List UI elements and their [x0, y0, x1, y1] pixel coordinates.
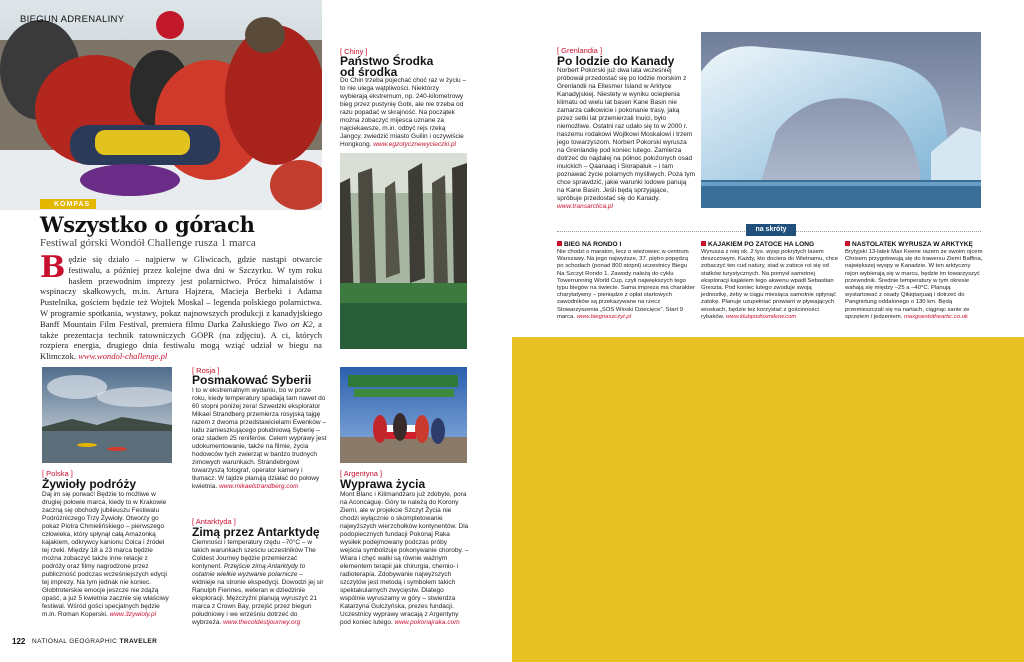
brief-text: Wyrusza z niej ok. 2 tys. wysp pokrytych lasem deszczowym. Każdy, kto dociera do Wietnamu, chce zobaczyć ten cud natury, stad w zatoce roi się od statków turystycznych. Na pomysł samotnej eksploracji kajakiem tego akwenu wpadł Sebastian Greszta. Pod koniec lutego zwoduje swoją jednostkę, żeby w ciągu miesiąca samotnie opłynąć zatokę. Planuje uzupełniać prowiant w pływających wioskach, będzie też korzystać z gościnności rybaków.: [701, 249, 839, 320]
story-quote-antarktyda: Przejście zimą Antarktydy to ostatnie wielkie wyzwanie polarnicze: [192, 563, 306, 578]
brief-link[interactable]: www.klubpodroznikow.com: [725, 313, 797, 320]
story-text-antarktyda: – widnieje na stronie ekspedycji. Dowodzi jej sir Ranulph Fiennes, weteran w dziedzinie eksploracji. Mężczyźni planują wyruszyć 21 marca z Crown Bay, przejść przez biegun południowy i we wrześniu dotrzeć do wybrzeża.: [192, 571, 324, 626]
story-text-rosja: I to w ekstremalnym wydaniu, bo w porze roku, kiedy temperatury spadają tam nawet do 60 stopni poniżej zera! Szwedzki eksplorator Mikael Strandberg przemierza rosyjską tajgę razem z dwoma przedstawicielami Ewenków – ludu zamieszkującego południową Syberię – oraz stadem 25 reniferów. Celem wyprawy jest udokumentowanie, także na filmie, życia hodowców tych zwierząt w bardzo trudnych zimowych warunkach. Strandebrgowi towarzyszą fotograf, operator kamery i tłumacz. W tajdze planują działać do połowy kwietnia.: [192, 387, 327, 490]
brief-title: BIEG NA RONDO I: [564, 241, 622, 248]
main-article-body: [40, 250, 322, 362]
advertisement-block: [512, 337, 1024, 662]
story-title-grenlandia: Po lodzie do Kanady: [557, 54, 675, 68]
film-title: Two on K2: [273, 318, 313, 329]
story-body-polska: [42, 491, 172, 619]
brief-title: NASTOLATEK WYRUSZA W ARKTYKĘ: [852, 241, 973, 248]
story-title-polska: Żywioły podróży: [42, 477, 137, 491]
brief-item: [557, 241, 695, 321]
story-tag-argentyna: [ Argentyna ]: [340, 469, 383, 478]
brief-text: Brytyjski 13-latek Max Keene razem ze swoim ojcem Chrisem przygotowują się do trawersu Ziemi Baffina, największej wyspy w Kanadzie. W ten arktyczny rejon wybierają się w marcu, będzie im towarzyszyć przewodnik. Średnie temperatury w tym okresie wahają się między –25 a –40°C. Planują wystartować z osady Qikiqtarjuaq i dotrzeć do Pangnirtung oddalonego o 130 km. Będą przemieszczali się na nartach, ciągnąc sanie ze sprzętem i jedzeniem.: [845, 249, 983, 320]
page-number: 122: [12, 637, 26, 646]
drop-cap: B: [40, 250, 66, 285]
brief-item: [845, 241, 983, 321]
story-text-chiny: Do Chin trzeba pojechać choć raz w życiu – to nie ulega wątpliwości. Niektórzy wybierają ekstremum, np. 240-kilometrowy bieg przez pustynię Gobi, ale nie trzeba od razu popadać w skrajność. Na początek można zobaczyć mijesca uznane za najciekawsze, m.in. odbyć rejs rzeką Jangcy, zwiedzić miasto Guilin i oczywiście Hongkong.: [340, 77, 467, 148]
story-title-argentyna: Wyprawa życia: [340, 477, 426, 491]
brief-item: [701, 241, 839, 321]
story-body-antarktyda: [192, 539, 327, 627]
story-title-chiny: Państwo Środka od środka: [340, 54, 434, 79]
story-text-antarktyda-start: Ciemności i temperatury rzędu –70°C – w takich warunkach sześciu uczestników The Coldest Journey będzie przemierzać kontynent.: [192, 539, 316, 570]
kicker-label: KOMPAS: [40, 199, 96, 209]
story-title-rosja: Posmakować Syberii: [192, 373, 312, 387]
story-text-polska: Daj im się porwać! Będzie to możliwe w drugiej połowie marca, kiedy to w Krakowie zaczną się obchody jubileuszu Festiwalu Podróżniczego Trzy Żywioły. Otworzy go pokaz Piotra Chmielińskiego – pierwszego człowieka, który spłynął całą Amazonką kajakiem, odkrywcy kanionu Colca i źródeł tej rzeki. Między 18 a 23 marca będzie można zobaczyć także inne relacje z podróży oraz filmy nagrodzone przez publiczność podczas wcześniejszych edycji tej imprezy. Na tym jednak nie koniec. Globtroterskie emocje jeszcze nie zdążą opaść, a już 5 kwietnia zacznie się właściwy festiwal. Wśród gości specjalnych będzie m.in. Roman Koperski.: [42, 491, 169, 618]
story-tag-rosja: [ Rosja ]: [192, 366, 220, 375]
kayak-photo: [42, 367, 172, 463]
magazine-footer: [32, 638, 157, 645]
story-title-antarktyda: Zimą przez Antarktydę: [192, 525, 320, 539]
ice-arch-photo: [701, 32, 981, 208]
stone-forest-photo: [340, 153, 467, 349]
main-body-end: , a także prezentacja technik ratowniczych GOPR (na zdjęciu). A ci, których rozpiera energia, drugiego dnia festiwalu mogą wziąć udział w biegu na Klimczok.: [40, 318, 322, 362]
story-link-grenlandia[interactable]: www.transarctica.pl: [557, 203, 613, 210]
bullet-square-icon: [845, 241, 850, 246]
story-body-grenlandia: [557, 67, 695, 211]
main-article-link[interactable]: www.wondol-challenge.pl: [78, 351, 168, 362]
story-body-argentyna: [340, 491, 470, 627]
story-body-rosja: [192, 387, 327, 491]
story-link-polska[interactable]: www.3zywioly.pl: [109, 611, 157, 618]
bullet-square-icon: [557, 241, 562, 246]
brief-title: KAJAKIEM PO ZATOCE HA LONG: [708, 241, 815, 248]
main-body-text: ędzie się działo – najpierw w Gliwicach, gdzie nastąpi otwarcie festiwalu, a później przez kolejne dwa dni w Szczyrku. W tym roku hasłem przewodnim imprezy jest polarnictwo. Prócz himalaistów i wspinaczy skałkowych, m.in. Artura Hajzera, Macieja Berbeki i Adama Pustelnika, gościem będzie też Wojtek Moskal – legenda polskiego polarnictwa. W programie spotkania, wystawy, pokaz najnowszych produkcji z kanadyjskiego Banff Mountain Film Festival, premiera filmu Darka Załuskiego: [40, 254, 322, 329]
gopr-rescue-photo: [0, 0, 322, 210]
story-tag-grenlandia: [ Grenlandia ]: [557, 46, 603, 55]
story-link-argentyna[interactable]: www.pokonajraka.com: [394, 619, 460, 626]
story-tag-polska: [ Polska ]: [42, 469, 73, 478]
section-label: BIEGUN ADRENALINY: [20, 14, 125, 25]
story-text-argentyna: Mont Blanc i Kilimandżaro już zdobyte, pora na Aconcaguę. Góry te należą do Korony Ziemi, ale w projekcie Szczyt Życia nie chodzi wyłącznie o skompletowanie najwyższych wierzchołków kontynentów. Dla podopiecznych fundacji Pokonaj Raka wysiłek podejmowany podczas próby wejścia symbolizuje pokonywanie choroby. – Wiara i chęć walki są równie ważnym elementem terapii jak chirurgia, chemio- i radioterapia. Zdobywanie najwyższych szczytów jest metodą i symbolem takich spektakularnych zwycięstw. Dlatego wspólnie wyruszamy w góry – stwierdza Katarzyna Gulczyńska, prezes fundacji. Uczestnicy wyprawy wracają z Argentyny pod koniec lutego.: [340, 491, 469, 626]
story-body-chiny: [340, 77, 468, 149]
story-tag-chiny: [ Chiny ]: [340, 47, 368, 56]
story-tag-antarktyda: [ Antarktyda ]: [192, 517, 236, 526]
summit-photo: [340, 367, 467, 463]
brief-link[interactable]: maxgoestotheartic.co.uk: [903, 313, 968, 320]
story-link-chiny[interactable]: www.egzotycznewycieczki.pl: [373, 141, 456, 148]
bullet-square-icon: [701, 241, 706, 246]
story-link-antarktyda[interactable]: www.thecoldestjourney.org: [223, 619, 301, 626]
magazine-name: NATIONAL GEOGRAPHIC: [32, 638, 118, 645]
magazine-name-bold: TRAVELER: [119, 638, 158, 645]
gopr-rescue-illustration: [0, 0, 322, 210]
page-title: Wszystko o górach: [40, 212, 255, 237]
brief-link[interactable]: www.biegnaszczyt.pl: [576, 313, 631, 320]
story-link-rosja[interactable]: www.mikaelstrandberg.com: [219, 483, 299, 490]
story-text-grenlandia: Norbert Pokorski już dwa lata wcześniej próbował przedostać się po lodzie morskim z Grenlandii na Ellesmer Island w Arktyce Kanadyjskiej. Niestety w wyniku ocieplenia klimatu od wielu lat basen Kane Basin nie zamarza całkowicie i pokonanie trasy, jaką przez setki lat przemierzali Inuici, było niemożliwe. Ostatni raz udało się to w 2000 r. naszemu rodakowi Wojtkowi Moskalowi i trzem jego towarzyszom. Norbert Pokorski wyrusza na Grenlandię pod koniec lutego. Zamierza dotrzeć do najdalej na północ położonych osad inuickich – Qaanaaq i Siorapaluk – i tam poznawać życie polarnych myśliwych. Poza tym chce sprawdzić, jakie warunki lodowe panują na Kane Basin. Jeśli będą sprzyjające, spróbuje przedostać się do Kanady.: [557, 67, 695, 202]
brief-text: Nie chodzi o maraton, lecz o wieżowiec w centrum Warszawy. Na jego najwyższe, 37. piętro popędzą po schodach (ponad 800 stopni) uczestnicy Biegu Na Szczyt Rondo 1. Zawody należą do cyklu Towerrunning World Cup, czyli największych tego typu biegów na świecie. Sama impreza ma charakter charytatywny – pieniądze z opłat startowych zawodników są przekazywane na rzecz Stowarzyszenia „SOS Wioski Dziecięce”. Start 9 marca.: [557, 249, 695, 320]
page-subtitle: Festiwal górski Wondół Challenge rusza 1 marca: [40, 237, 256, 249]
briefs-header: na skróty: [746, 224, 796, 236]
